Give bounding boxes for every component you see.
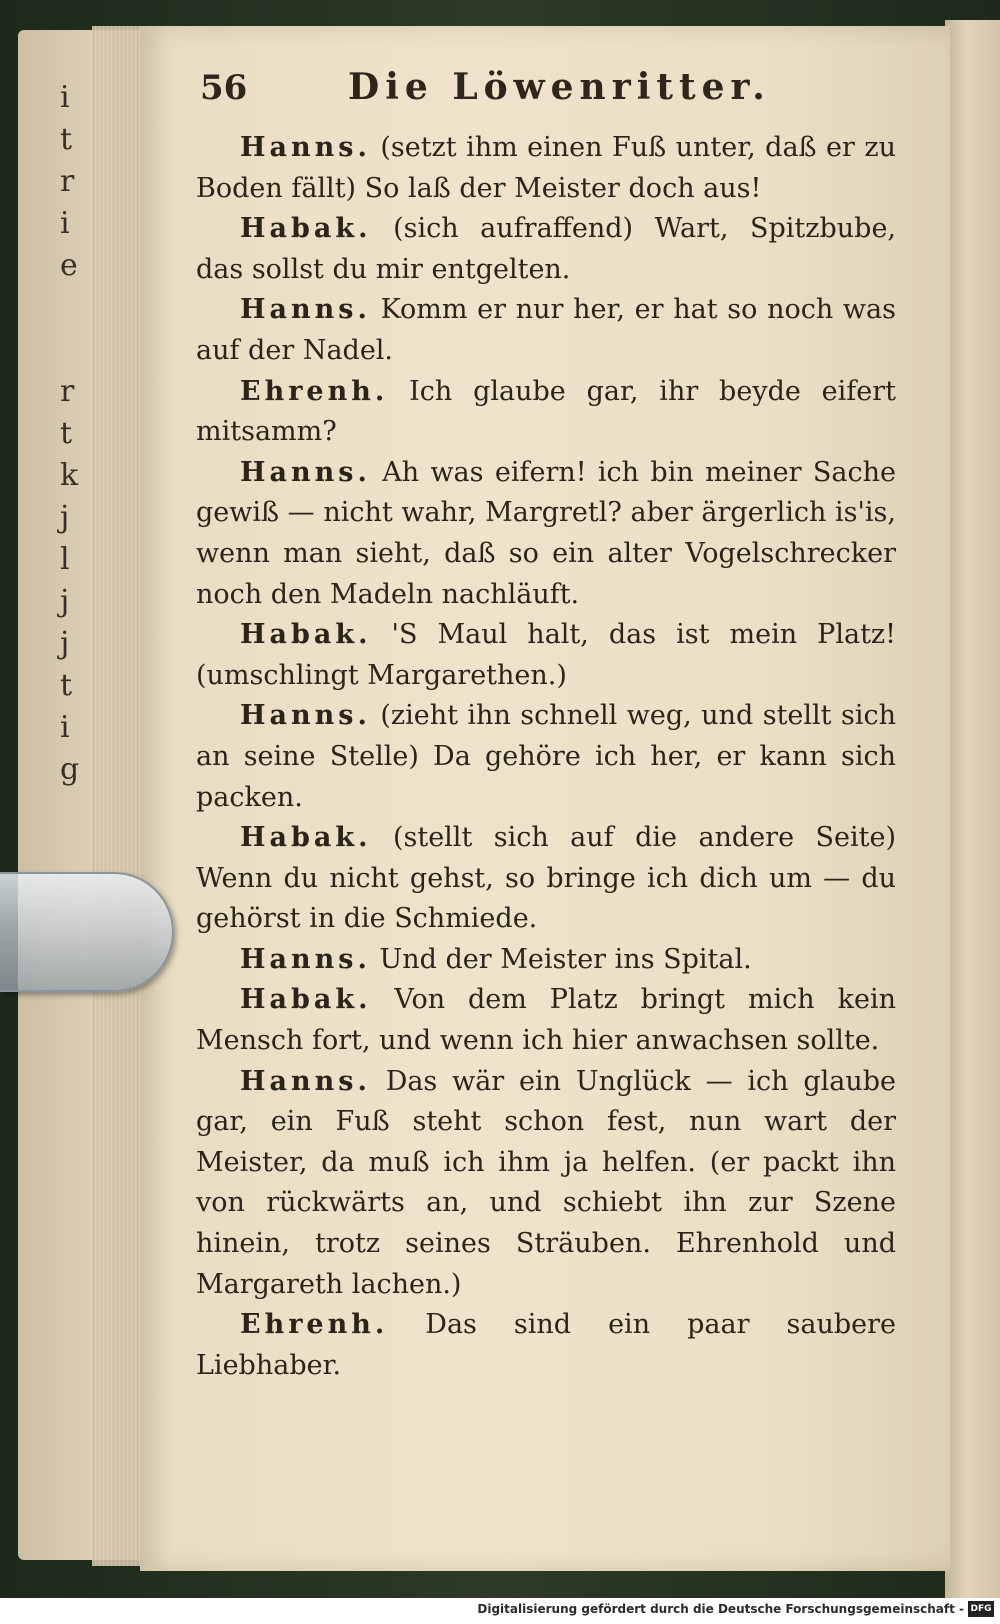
margin-glyph xyxy=(60,332,110,368)
speech-text: Ah was eifern! ich bin meiner Sache gewiß — nicht wahr, Margretl? aber ärgerlich is'is, wenn man sieht, daß so ein alter Vogelschrecker noch den Madeln nachläuft. xyxy=(196,456,896,610)
speech-paragraph xyxy=(196,209,896,290)
speech-paragraph xyxy=(196,128,896,209)
speaker-name: Hanns. xyxy=(240,294,371,326)
margin-glyph: g xyxy=(60,752,80,787)
page-clip xyxy=(0,872,174,992)
margin-glyph: t xyxy=(60,122,73,157)
speaker-name: Hanns. xyxy=(240,700,371,732)
speech-paragraph xyxy=(196,290,896,371)
speech-paragraph xyxy=(196,696,896,818)
speech-text: Komm er nur her, er hat so noch was auf der Nadel. xyxy=(196,294,896,366)
speaker-name: Habak. xyxy=(240,984,372,1016)
margin-glyph xyxy=(60,290,110,326)
margin-glyph: j xyxy=(60,626,70,661)
speech-paragraph xyxy=(196,615,896,696)
dfg-logo: DFG xyxy=(968,1601,994,1617)
margin-glyph: j xyxy=(60,584,70,619)
speaker-name: Hanns. xyxy=(240,456,371,488)
speech-text: (sich aufraffend) Wart, Spitzbube, das sollst du mir entgelten. xyxy=(196,213,897,285)
speech-paragraph xyxy=(196,372,896,453)
margin-glyph: t xyxy=(60,668,73,703)
speaker-name: Hanns. xyxy=(240,943,371,975)
speech-text: (stellt sich auf die andere Seite) Wenn du nicht gehst, so bringe ich dich um — du gehörst in die Schmiede. xyxy=(196,822,896,935)
right-page-edge xyxy=(945,20,1000,1600)
running-head xyxy=(200,62,920,122)
speech-text: (setzt ihm einen Fuß unter, daß er zu Boden fällt) So laß der Meister doch aus! xyxy=(196,132,896,204)
speech-paragraph xyxy=(196,1305,896,1386)
margin-glyph: l xyxy=(60,542,70,577)
margin-glyph: i xyxy=(60,710,70,745)
left-margin-glyphs xyxy=(60,80,110,1380)
speech-paragraph xyxy=(196,453,896,615)
speech-paragraph xyxy=(196,980,896,1061)
page-number: 56 xyxy=(200,68,248,108)
margin-glyph: r xyxy=(60,164,75,199)
speaker-name: Ehrenh. xyxy=(240,1309,389,1341)
margin-glyph: i xyxy=(60,80,70,115)
speaker-name: Habak. xyxy=(240,822,372,854)
speaker-name: Habak. xyxy=(240,619,372,651)
speech-paragraph xyxy=(196,818,896,940)
footer-credit: Digitalisierung gefördert durch die Deutsche Forschungsgemeinschaft - xyxy=(477,1602,964,1616)
running-title: Die Löwenritter. xyxy=(348,66,771,108)
speech-text: Von dem Platz bringt mich kein Mensch fort, und wenn ich hier anwachsen sollte. xyxy=(196,984,896,1057)
margin-glyph: t xyxy=(60,416,73,451)
speaker-name: Ehrenh. xyxy=(240,375,389,407)
speech-text: Das wär ein Unglück — ich glaube gar, ein Fuß steht schon fest, nun wart der Meister, da muß ich ihm ja helfen. (er packt ihn von rückwärts an, und schiebt ihn zur Szene hinein, trotz seines Sträuben. Ehrenhold und Margareth lachen.) xyxy=(196,1065,896,1300)
margin-glyph: i xyxy=(60,206,70,241)
speech-text: Ich glaube gar, ihr beyde eifert mitsamm? xyxy=(196,375,896,448)
margin-glyph: j xyxy=(60,500,70,535)
speech-paragraph xyxy=(196,940,896,981)
margin-glyph: k xyxy=(60,458,79,493)
speech-text: (zieht ihn schnell weg, und stellt sich an seine Stelle) Da gehöre ich her, er kann sich packen. xyxy=(196,700,896,813)
speech-text: Und der Meister ins Spital. xyxy=(379,943,752,975)
speech-text: 'S Maul halt, das ist mein Platz! (umschlingt Margarethen.) xyxy=(196,619,896,691)
speaker-name: Hanns. xyxy=(240,1065,371,1097)
page-body xyxy=(196,128,896,1386)
footer-band xyxy=(0,1598,1000,1624)
speaker-name: Hanns. xyxy=(240,132,371,163)
margin-glyph: r xyxy=(60,374,75,409)
speech-paragraph xyxy=(196,1062,896,1306)
speech-text: Das sind ein paar saubere Liebhaber. xyxy=(196,1309,896,1381)
speaker-name: Habak. xyxy=(240,213,372,245)
margin-glyph: e xyxy=(60,248,78,283)
